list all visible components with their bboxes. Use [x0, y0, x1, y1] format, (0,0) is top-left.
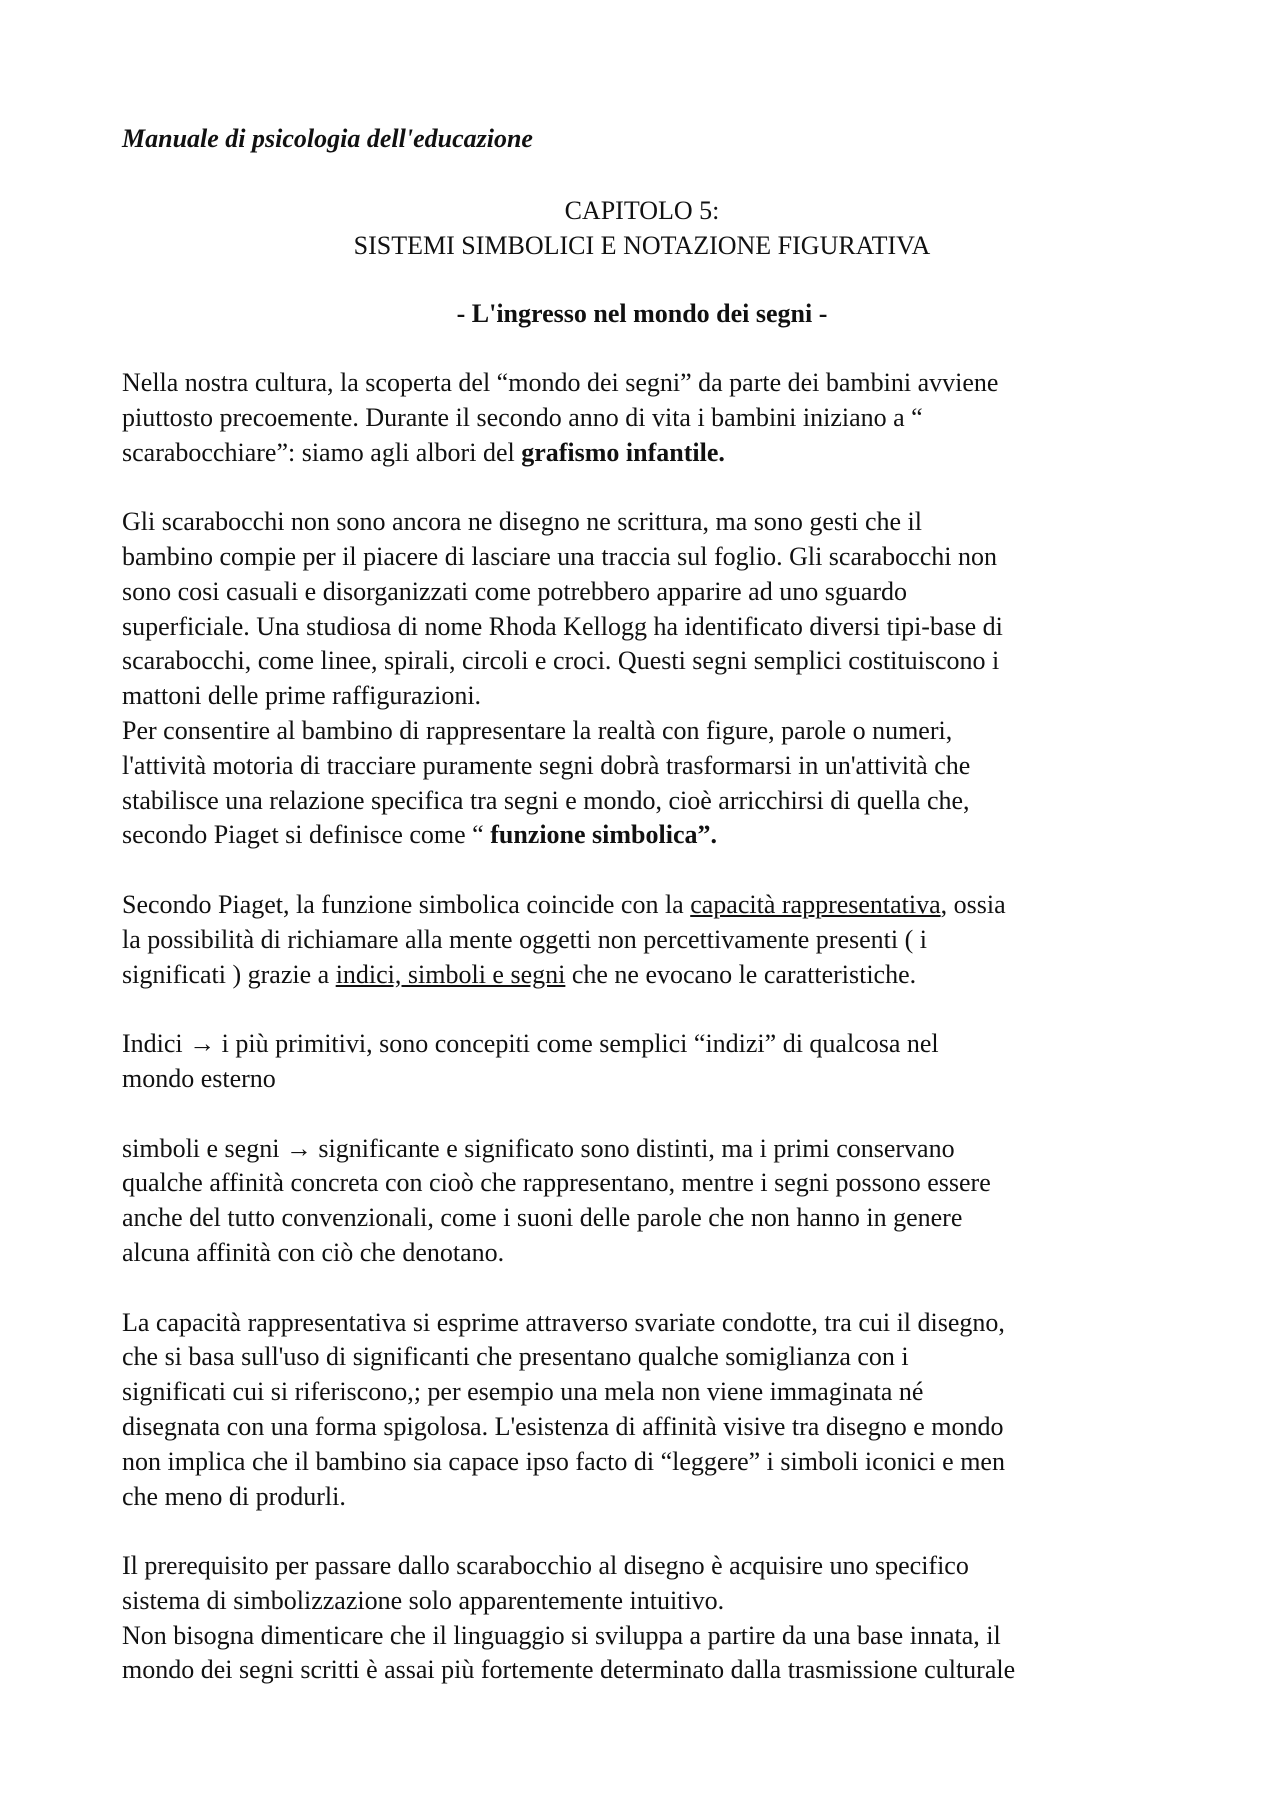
text-run: significati ) grazie a: [122, 959, 336, 989]
text-line: Nella nostra cultura, la scoperta del “mondo dei segni” da parte dei bambini avviene: [122, 368, 999, 397]
text-run: secondo Piaget si definisce come “: [122, 820, 491, 850]
text-line: Per consentire al bambino di rappresentare la realtà con figure, parole o numeri,: [122, 715, 953, 745]
text-line: piuttosto precoemente. Durante il secondo anno di vita i bambini iniziano a “: [122, 402, 923, 432]
text-run: scarabocchiare”: siamo agli albori del: [122, 437, 522, 467]
document-title: Manuale di psicologia dell'educazione: [122, 124, 533, 153]
paragraph-5: [122, 1132, 1015, 1271]
text-line: che si basa sull'uso di significanti che presentano qualche somiglianza con i: [122, 1342, 909, 1372]
text-line: superficiale. Una studiosa di nome Rhoda Kellogg ha identificato diversi tipi-base di: [122, 611, 1003, 641]
text-line: che meno di produrli.: [122, 1481, 346, 1511]
text-line: sistema di simbolizzazione solo apparentemente intuitivo.: [122, 1585, 725, 1615]
text-run: che ne evocano le caratteristiche.: [565, 959, 917, 989]
text-line: mondo dei segni scritti è assai più fortemente determinato dalla trasmissione culturale: [122, 1655, 1016, 1685]
text-line: simboli e segni → significante e significato sono distinti, ma i primi conservano: [122, 1133, 955, 1163]
underlined-term: capacità rappresentativa: [690, 889, 941, 919]
text-line: Gli scarabocchi non sono ancora ne disegno ne scrittura, ma sono gesti che il: [122, 507, 922, 537]
text-run: Secondo Piaget, la funzione simbolica coincide con la: [122, 889, 691, 919]
text-line: Non bisogna dimenticare che il linguaggio si sviluppa a partire da una base innata, il: [122, 1620, 1001, 1650]
paragraph-1: [122, 366, 1015, 470]
text-line: qualche affinità concreta con cioò che rappresentano, mentre i segni possono essere: [122, 1168, 991, 1198]
text-line: bambino compie per il piacere di lasciare una traccia sul foglio. Gli scarabocchi non: [122, 541, 997, 571]
text-line: [122, 818, 1015, 853]
text-line: mattoni delle prime raffigurazioni.: [122, 681, 482, 711]
body-text: [122, 366, 1015, 1688]
text-line: non implica che il bambino sia capace ipso facto di “leggere” i simboli iconici e men: [122, 1446, 1005, 1476]
paragraph-2: [122, 505, 1015, 853]
bold-term: grafismo infantile.: [521, 437, 725, 467]
chapter-title: SISTEMI SIMBOLICI E NOTAZIONE FIGURATIVA: [353, 230, 931, 260]
paragraph-6: [122, 1306, 1015, 1515]
text-line: disegnata con una forma spigolosa. L'esistenza di affinità visive tra disegno e mondo: [122, 1411, 1004, 1441]
paragraph-7: [122, 1549, 1015, 1688]
text-line: [122, 958, 1015, 993]
bold-term: funzione simbolica”.: [490, 820, 718, 850]
paragraph-4: [122, 1027, 1015, 1097]
text-line: alcuna affinità con ciò che denotano.: [122, 1237, 505, 1267]
chapter-heading: [122, 194, 1162, 264]
text-line: Il prerequisito per passare dallo scarabocchio al disegno è acquisire uno specifico: [122, 1551, 969, 1581]
text-line: La capacità rappresentativa si esprime attraverso svariate condotte, tra cui il disegno,: [122, 1307, 1005, 1337]
section-title: - L'ingresso nel mondo dei segni -: [456, 299, 828, 328]
text-line: mondo esterno: [122, 1063, 276, 1093]
text-line: sono cosi casuali e disorganizzati come potrebbero apparire ad uno sguardo: [122, 576, 908, 606]
text-line: [122, 888, 1015, 923]
text-line: [122, 436, 1015, 471]
text-line: l'attività motoria di tracciare puramente segni dobrà trasformarsi in un'attività che: [122, 750, 971, 780]
underlined-term: indici, simboli e segni: [335, 959, 566, 989]
text-line: scarabocchi, come linee, spirali, circoli e croci. Questi segni semplici costituiscono i: [122, 646, 1000, 676]
text-line: Indici → i più primitivi, sono concepiti come semplici “indizi” di qualcosa nel: [122, 1029, 939, 1059]
text-line: anche del tutto convenzionali, come i suoni delle parole che non hanno in genere: [122, 1203, 963, 1233]
text-line: significati cui si riferiscono,; per esempio una mela non viene immaginata né: [122, 1377, 924, 1407]
text-run: , ossia: [940, 889, 1006, 919]
text-line: la possibilità di richiamare alla mente oggetti non percettivamente presenti ( i: [122, 924, 927, 954]
chapter-label: CAPITOLO 5:: [564, 196, 720, 225]
paragraph-3: [122, 888, 1015, 992]
text-line: stabilisce una relazione specifica tra segni e mondo, cioè arricchirsi di quella che,: [122, 785, 970, 815]
